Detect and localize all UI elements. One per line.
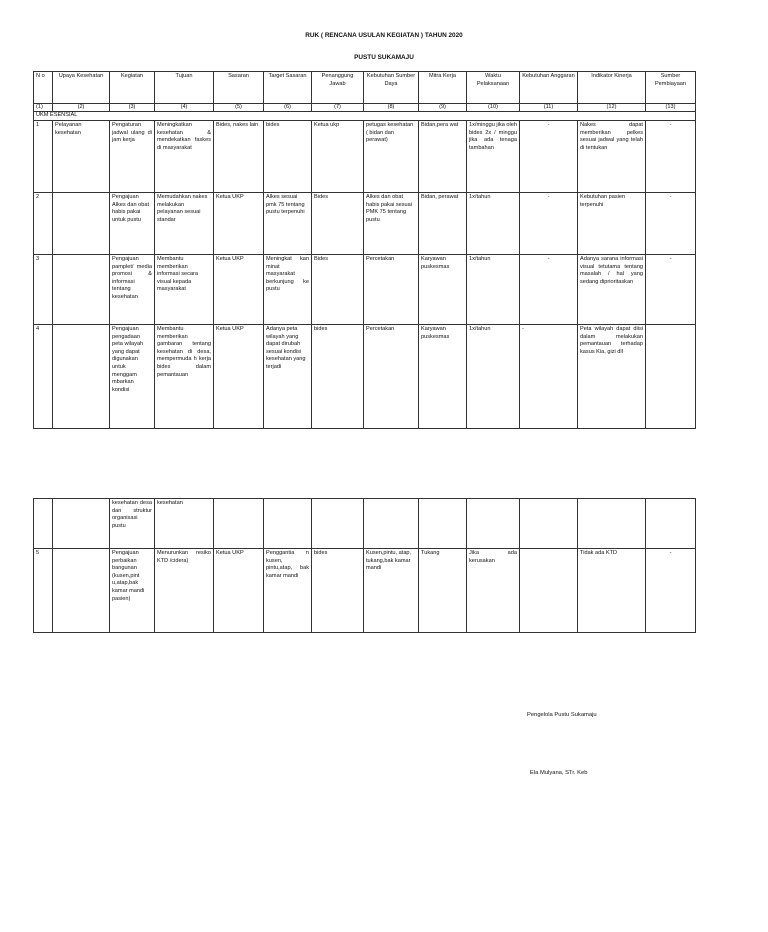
cell-pj: bides bbox=[312, 325, 364, 429]
cell-no: 1 bbox=[34, 121, 53, 193]
cell-pj: bides bbox=[312, 549, 364, 633]
cell-upaya bbox=[53, 325, 110, 429]
cell-anggaran: - bbox=[520, 325, 578, 429]
cell-indikator: Peta wilayah dapat diisi dalam melakukan pemantauan terhadap kasus Kia, gizi dll bbox=[578, 325, 646, 429]
column-number: (10) bbox=[467, 104, 520, 112]
header-cell: Kebutuhan Anggaran bbox=[520, 72, 578, 104]
header-cell: Sumber Pembiayaan bbox=[646, 72, 696, 104]
cell-sasaran: Ketua UKP bbox=[214, 193, 264, 255]
table-row bbox=[34, 549, 696, 633]
signature-role: Pengelola Pustu Sukamaju bbox=[527, 712, 597, 718]
cell-sasaran: Ketua UKP bbox=[214, 549, 264, 633]
header-row bbox=[34, 72, 696, 104]
table-row bbox=[34, 325, 696, 429]
header-cell: Waktu Pelaksanaan bbox=[467, 72, 520, 104]
cell-kegiatan: Pengajuan perbaikan bangunan (kusen,pint u,atap,bak kamar mandi pasien) bbox=[110, 549, 155, 633]
cell-pembiayaan: - bbox=[646, 255, 696, 325]
cell-anggaran: - bbox=[520, 121, 578, 193]
cell-kegiatan: Pengajuan pamplet/ media promosi & informasi tentang kesehatan bbox=[110, 255, 155, 325]
header-cell: Kebutuhan Sumber Daya bbox=[364, 72, 419, 104]
table-row bbox=[34, 193, 696, 255]
cell-indikator: Adanya sarana informasi visual tetutama tentang masalah / hal yang sedang diprioritaskan bbox=[578, 255, 646, 325]
table-row bbox=[34, 121, 696, 193]
cell-kegiatan: Pengaturan jadwal ulang di jam kerja bbox=[110, 121, 155, 193]
cell-tujuan: Memudahkan nakes melakukan pelayanan sesuai standar bbox=[155, 193, 214, 255]
cell-sumber-daya: petugas kesehatan ( bidan dan perawat) bbox=[364, 121, 419, 193]
cell-waktu: 1x/tahun bbox=[467, 193, 520, 255]
column-number: (1) bbox=[34, 104, 53, 112]
header-cell: Sasaran bbox=[214, 72, 264, 104]
cell-mitra: Bidan, perawat bbox=[419, 193, 467, 255]
header-cell: Kegiatan bbox=[110, 72, 155, 104]
cell-anggaran: - bbox=[520, 255, 578, 325]
cell-anggaran bbox=[520, 549, 578, 633]
table-row-continuation bbox=[34, 499, 696, 549]
cell-pembiayaan: - bbox=[646, 121, 696, 193]
cell-target: bides bbox=[264, 121, 312, 193]
cell-target: Penggantia n kusen, pintu,atap, bak kamar mandi bbox=[264, 549, 312, 633]
cell-sumber-daya: Alkes dan obat habis pakai sesuai PMK 75 tentang pustu bbox=[364, 193, 419, 255]
column-number: (5) bbox=[214, 104, 264, 112]
header-cell: Penanggung Jawab bbox=[312, 72, 364, 104]
cell-sasaran: Ketua UKP bbox=[214, 325, 264, 429]
cell-waktu: Jika ada kerusakan bbox=[467, 549, 520, 633]
column-number: (11) bbox=[520, 104, 578, 112]
column-number: (9) bbox=[419, 104, 467, 112]
header-cell: N o bbox=[34, 72, 53, 104]
cell-target: Alkes sesuai pmk 75 tentang pustu terpenuhi bbox=[264, 193, 312, 255]
cell-sumber-daya: Kusen,pintu, atap, tukang,bak kamar mandi bbox=[364, 549, 419, 633]
header-cell: Indikator Kinerja bbox=[578, 72, 646, 104]
cell-indikator: Tidak ada KTD bbox=[578, 549, 646, 633]
cell-target: Adanya peta wilayah yang dapat dirubah sesuai kondisi kesehatan yang terjadi bbox=[264, 325, 312, 429]
cell-pembiayaan: - bbox=[646, 193, 696, 255]
column-number: (13) bbox=[646, 104, 696, 112]
cell-no: 2 bbox=[34, 193, 53, 255]
column-number: (2) bbox=[53, 104, 110, 112]
cell-tujuan: kesehatan bbox=[155, 499, 214, 549]
column-number: (12) bbox=[578, 104, 646, 112]
cell-indikator: Kebutuhan pasien terpenuhi bbox=[578, 193, 646, 255]
cell-upaya bbox=[53, 193, 110, 255]
cell-pj: Bides bbox=[312, 193, 364, 255]
cell-kegiatan: Pengajuan Alkes dan obat habis pakai untuk pustu bbox=[110, 193, 155, 255]
cell-mitra: Tukang bbox=[419, 549, 467, 633]
signature-name: Ela Mulyana, STr. Keb bbox=[530, 770, 588, 776]
column-number: (6) bbox=[264, 104, 312, 112]
column-number: (3) bbox=[110, 104, 155, 112]
cell-tujuan: Meningkatkan kesehatan & mendekatkan faskes di masyarakat bbox=[155, 121, 214, 193]
column-number: (4) bbox=[155, 104, 214, 112]
cell-tujuan: Membantu memberikan gambaran tentang kesehatan di desa, mempermuda h kerja bides dalam pemantauan bbox=[155, 325, 214, 429]
cell-pembiayaan bbox=[646, 325, 696, 429]
cell-mitra: Bidan,pera wat bbox=[419, 121, 467, 193]
cell-sasaran: Ketua UKP bbox=[214, 255, 264, 325]
document-title: RUK ( RENCANA USULAN KEGIATAN ) TAHUN 2020 bbox=[305, 32, 463, 39]
header-cell: Upaya Kesehatan bbox=[53, 72, 110, 104]
cell-upaya bbox=[53, 549, 110, 633]
column-number: (8) bbox=[364, 104, 419, 112]
section-label: UKM ESENSIAL bbox=[34, 112, 696, 121]
cell-kegiatan: Pengajuan pengadaan peta wilayah yang dapat digunakan untuk menggam mbarkan kondisi bbox=[110, 325, 155, 429]
header-cell: Target Sasaran bbox=[264, 72, 312, 104]
cell-mitra: Karyawan puskesmas bbox=[419, 255, 467, 325]
cell-pj: Ketua ukp bbox=[312, 121, 364, 193]
table-row bbox=[34, 255, 696, 325]
cell-upaya: Pelayanan kesehatan bbox=[53, 121, 110, 193]
cell-waktu: 1x/tahun bbox=[467, 255, 520, 325]
section-row bbox=[34, 112, 696, 121]
cell-kegiatan: kesehatan desa dan struktur organisasi pustu bbox=[110, 499, 155, 549]
cell-tujuan: Membantu memberikan informasi secara visual kepada masyarakat bbox=[155, 255, 214, 325]
document-subtitle: PUSTU SUKAMAJU bbox=[354, 54, 414, 61]
cell-waktu: 1x/tahun bbox=[467, 325, 520, 429]
header-cell: Mitra Kerja bbox=[419, 72, 467, 104]
cell-pj: Bides bbox=[312, 255, 364, 325]
ruk-table bbox=[33, 71, 696, 429]
cell-anggaran: - bbox=[520, 193, 578, 255]
cell-no: 4 bbox=[34, 325, 53, 429]
ruk-table-continued bbox=[33, 498, 696, 633]
cell-sasaran: Bides, nakes lain bbox=[214, 121, 264, 193]
cell-no: 5 bbox=[34, 549, 53, 633]
cell-tujuan: Menurunkan resiko KTD /cidera) bbox=[155, 549, 214, 633]
cell-sumber-daya: Percetakan bbox=[364, 255, 419, 325]
cell-target: Meningkat kan minat masyarakat berkunjung ke pustu bbox=[264, 255, 312, 325]
cell-pembiayaan: - bbox=[646, 549, 696, 633]
cell-mitra: Karyawan puskesmas bbox=[419, 325, 467, 429]
cell-waktu: 1x/minggu jika oleh bides 2x / minggu jika ada tenaga tambahan bbox=[467, 121, 520, 193]
cell-no: 3 bbox=[34, 255, 53, 325]
column-number-row bbox=[34, 104, 696, 112]
header-cell: Tujuan bbox=[155, 72, 214, 104]
cell-sumber-daya: Percetakan bbox=[364, 325, 419, 429]
cell-indikator: Nakes dapat memberikan pelkes sesuai jadwal yang telah di tentukan bbox=[578, 121, 646, 193]
cell-upaya bbox=[53, 255, 110, 325]
column-number: (7) bbox=[312, 104, 364, 112]
